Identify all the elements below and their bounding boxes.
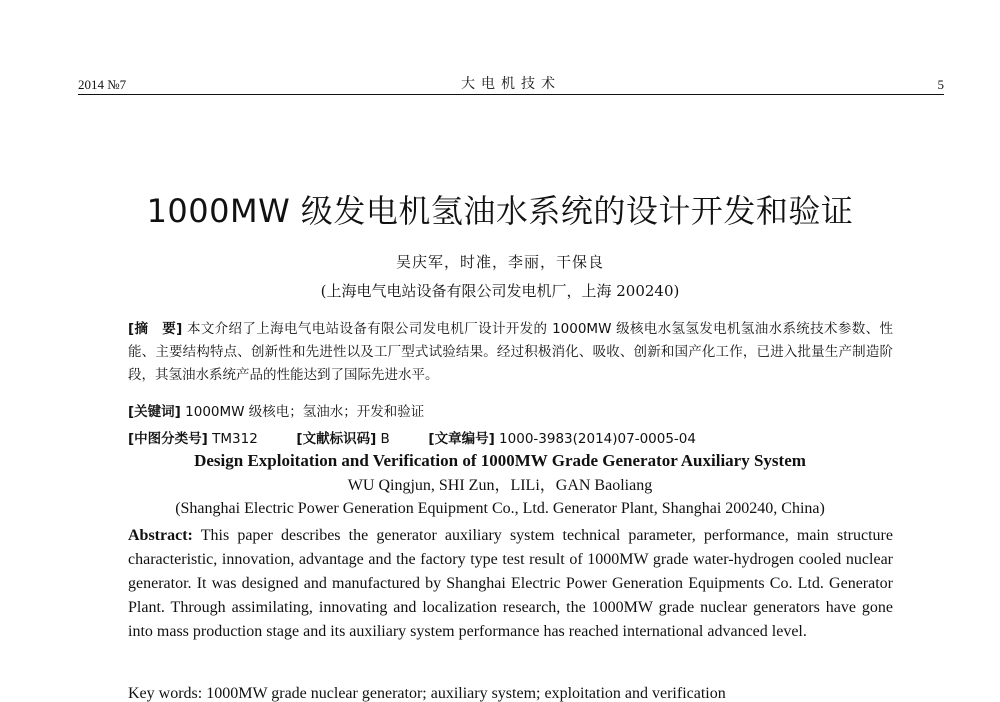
abstract-english-text: This paper describes the generator auxiliary system technical parameter, performance, main structure characteristic, innovation, advantage and the factory type test result of 1000MW grade water-hydrogen cooled nuclear generator. It was designed and manufactured by Shanghai Electric Power Generation Equipments Co. Ltd. Generator Plant. Through assimilating, innovating and localization research, the 1000MW grade nuclear generators have gone into mass production stage and its auxiliary system performance has reached international advanced level.: [128, 527, 893, 640]
doc-code-value: B: [380, 431, 390, 447]
abstract-chinese-text: 本文介绍了上海电气电站设备有限公司发电机厂设计开发的 1000MW 级核电水氢氢发电机氢油水系统技术参数、性能、主要结构特点、创新性和先进性以及工厂型式试验结果。经过积极消化、吸收、创新和国产化工作，已进入批量生产制造阶段，其氢油水系统产品的性能达到了国际先进水平。: [128, 321, 893, 383]
affiliation-chinese: (上海电气电站设备有限公司发电机厂，上海 200240): [320, 282, 680, 300]
affiliation-english: (Shanghai Electric Power Generation Equipment Co., Ltd. Generator Plant, Shanghai 200240, China): [175, 500, 825, 517]
article-number-value: 1000-3983(2014)07-0005-04: [499, 431, 696, 447]
authors-chinese: 吴庆军，时准，李丽，干保良: [395, 253, 604, 271]
cut-off-keywords-text: Key words: 1000MW grade nuclear generator; auxiliary system; exploitation and verification: [128, 685, 726, 702]
keywords-chinese-label: [关键词]: [128, 404, 181, 420]
paper-title-chinese: 1000MW 级发电机氢油水系统的设计开发和验证: [146, 192, 854, 230]
journal-name: 大电机技术: [461, 76, 561, 92]
clc-value: TM312: [212, 431, 258, 447]
article-number-label: [文章编号]: [428, 431, 495, 447]
abstract-chinese-label: [摘 要]: [128, 321, 183, 337]
issue-number: 2014 №7: [78, 77, 127, 92]
running-header: [78, 76, 944, 95]
page-number: 5: [937, 77, 944, 92]
abstract-english-label: Abstract:: [128, 527, 193, 544]
authors-english: WU Qingjun, SHI Zun，LILi，GAN Baoliang: [347, 477, 653, 494]
keywords-chinese: [128, 400, 893, 420]
abstract-chinese: [128, 318, 893, 387]
classification-line: [128, 427, 893, 447]
abstract-english: [128, 524, 893, 644]
cut-off-keywords-line: [128, 676, 893, 702]
paper-title-english: Design Exploitation and Verification of 1000MW Grade Generator Auxiliary System: [194, 451, 806, 470]
keywords-chinese-text: 1000MW 级核电；氢油水；开发和验证: [185, 404, 425, 420]
clc-label: [中图分类号]: [128, 431, 208, 447]
doc-code-label: [文献标识码]: [296, 431, 377, 447]
